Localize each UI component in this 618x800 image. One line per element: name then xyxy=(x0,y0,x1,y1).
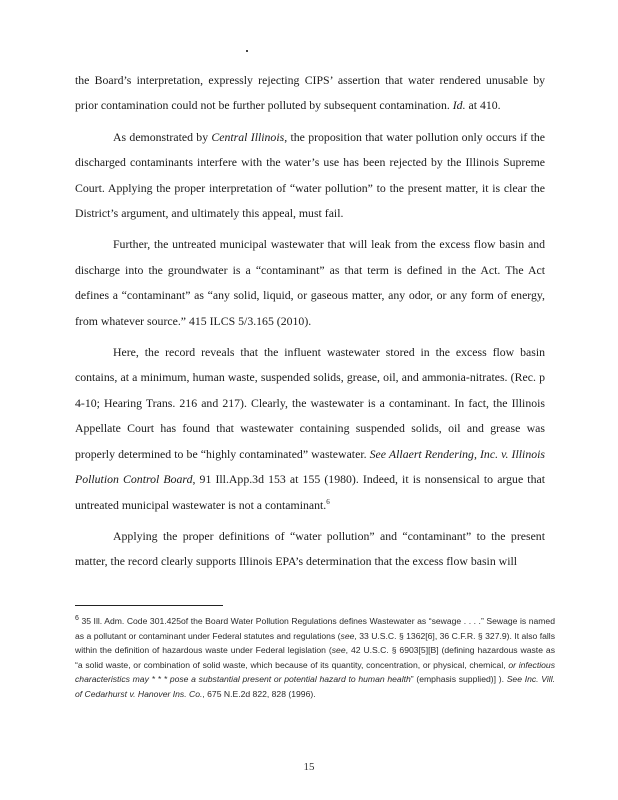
text-run: , 91 Ill.App.3d 153 at 155 (1980). Indeed, it is nonsensical to argue that untreated municipal wastewater is not a contaminant. xyxy=(75,472,545,512)
italic-text: Central Illinois xyxy=(211,129,285,144)
footnote-marker: 6 xyxy=(75,615,79,623)
text-run: at 410. xyxy=(465,98,501,113)
italic-text: Id. xyxy=(452,98,466,113)
paragraph-5 xyxy=(75,524,545,575)
paragraph-4 xyxy=(75,340,545,518)
page-number: 15 xyxy=(303,761,315,773)
italic-text: see xyxy=(340,630,355,641)
footnote xyxy=(75,614,555,702)
body-text xyxy=(75,68,545,575)
italic-text: see xyxy=(331,645,346,656)
footnote-reference: 6 xyxy=(326,497,330,506)
paragraph-2 xyxy=(75,125,545,227)
text-run: , the proposition that water pollution only occurs if the discharged contaminants interfere with the water’s use has been rejected by the Illinois Supreme Court. Applying the proper interpretation of “water pollution” to the present matter, it is clear the District’s argument, and ultimately this appeal, must fail. xyxy=(75,129,545,221)
paragraph-1 xyxy=(75,68,545,119)
text-run: ” (emphasis supplied)] ). xyxy=(410,674,507,685)
text-run: Further, the untreated municipal wastewater that will leak from the excess flow basin and discharge into the groundwater is a “contaminant” as that term is defined in the Act. The Act defines a “contaminant” as “any solid, liquid, or gaseous matter, any odor, or any form of energy, from whatever source.” 415 ILCS 5/3.165 (2010). xyxy=(75,237,545,328)
text-run: the Board’s interpretation, expressly rejecting CIPS’ assertion that water rendered unusable by prior contamination could not be further polluted by subsequent contamination. xyxy=(75,73,545,113)
footnote-text xyxy=(75,614,555,702)
text-run: Here, the record reveals that the influent wastewater stored in the excess flow basin contains, at a minimum, human waste, suspended solids, grease, oil, and ammonia-nitrates. (Rec. p 4-10; Hearing Trans. 216 and 217). Clearly, the wastewater is a contaminant. In fact, the Illinois Appellate Court has found that wastewater containing suspended solids, oil and grease was properly determined to be “highly contaminated” wastewater. xyxy=(75,345,545,461)
text-run: , 42 U.S.C. § 6903[5][B] (defining hazardous waste as “a solid waste, or combination of solid waste, which because of its quantity, concentration, or physical, chemical, xyxy=(75,645,555,670)
footnote-separator xyxy=(75,605,223,606)
italic-text: See Allaert Rendering, Inc. v. Illinois Pollution Control Board xyxy=(75,446,545,487)
italic-text: or infectious characteristics may * * * pose a substantial present or potential hazard to human health xyxy=(75,659,556,685)
scan-speck xyxy=(246,50,248,52)
text-run: 35 Ill. Adm. Code 301.425of the Board Water Pollution Regulations defines Wastewater as “sewage . . . .” Sewage is named as a pollutant or contaminant under Federal statutes and regulations ( xyxy=(75,616,555,641)
text-run: , 675 N.E.2d 822, 828 (1996). xyxy=(202,688,316,699)
text-run: , 33 U.S.C. § 1362[6], 36 C.F.R. § 327.9). It also falls within the definition of hazardous waste under Federal legislation ( xyxy=(75,630,555,656)
text-run: Applying the proper definitions of “water pollution” and “contaminant” to the present matter, the record clearly supports Illinois EPA’s determination that the excess flow basin will xyxy=(75,528,545,569)
text-run: As demonstrated by xyxy=(113,129,212,144)
paragraph-3 xyxy=(75,232,545,334)
italic-text: See Inc. Vill. of Cedarhurst v. Hanover Ins. Co. xyxy=(75,674,555,699)
